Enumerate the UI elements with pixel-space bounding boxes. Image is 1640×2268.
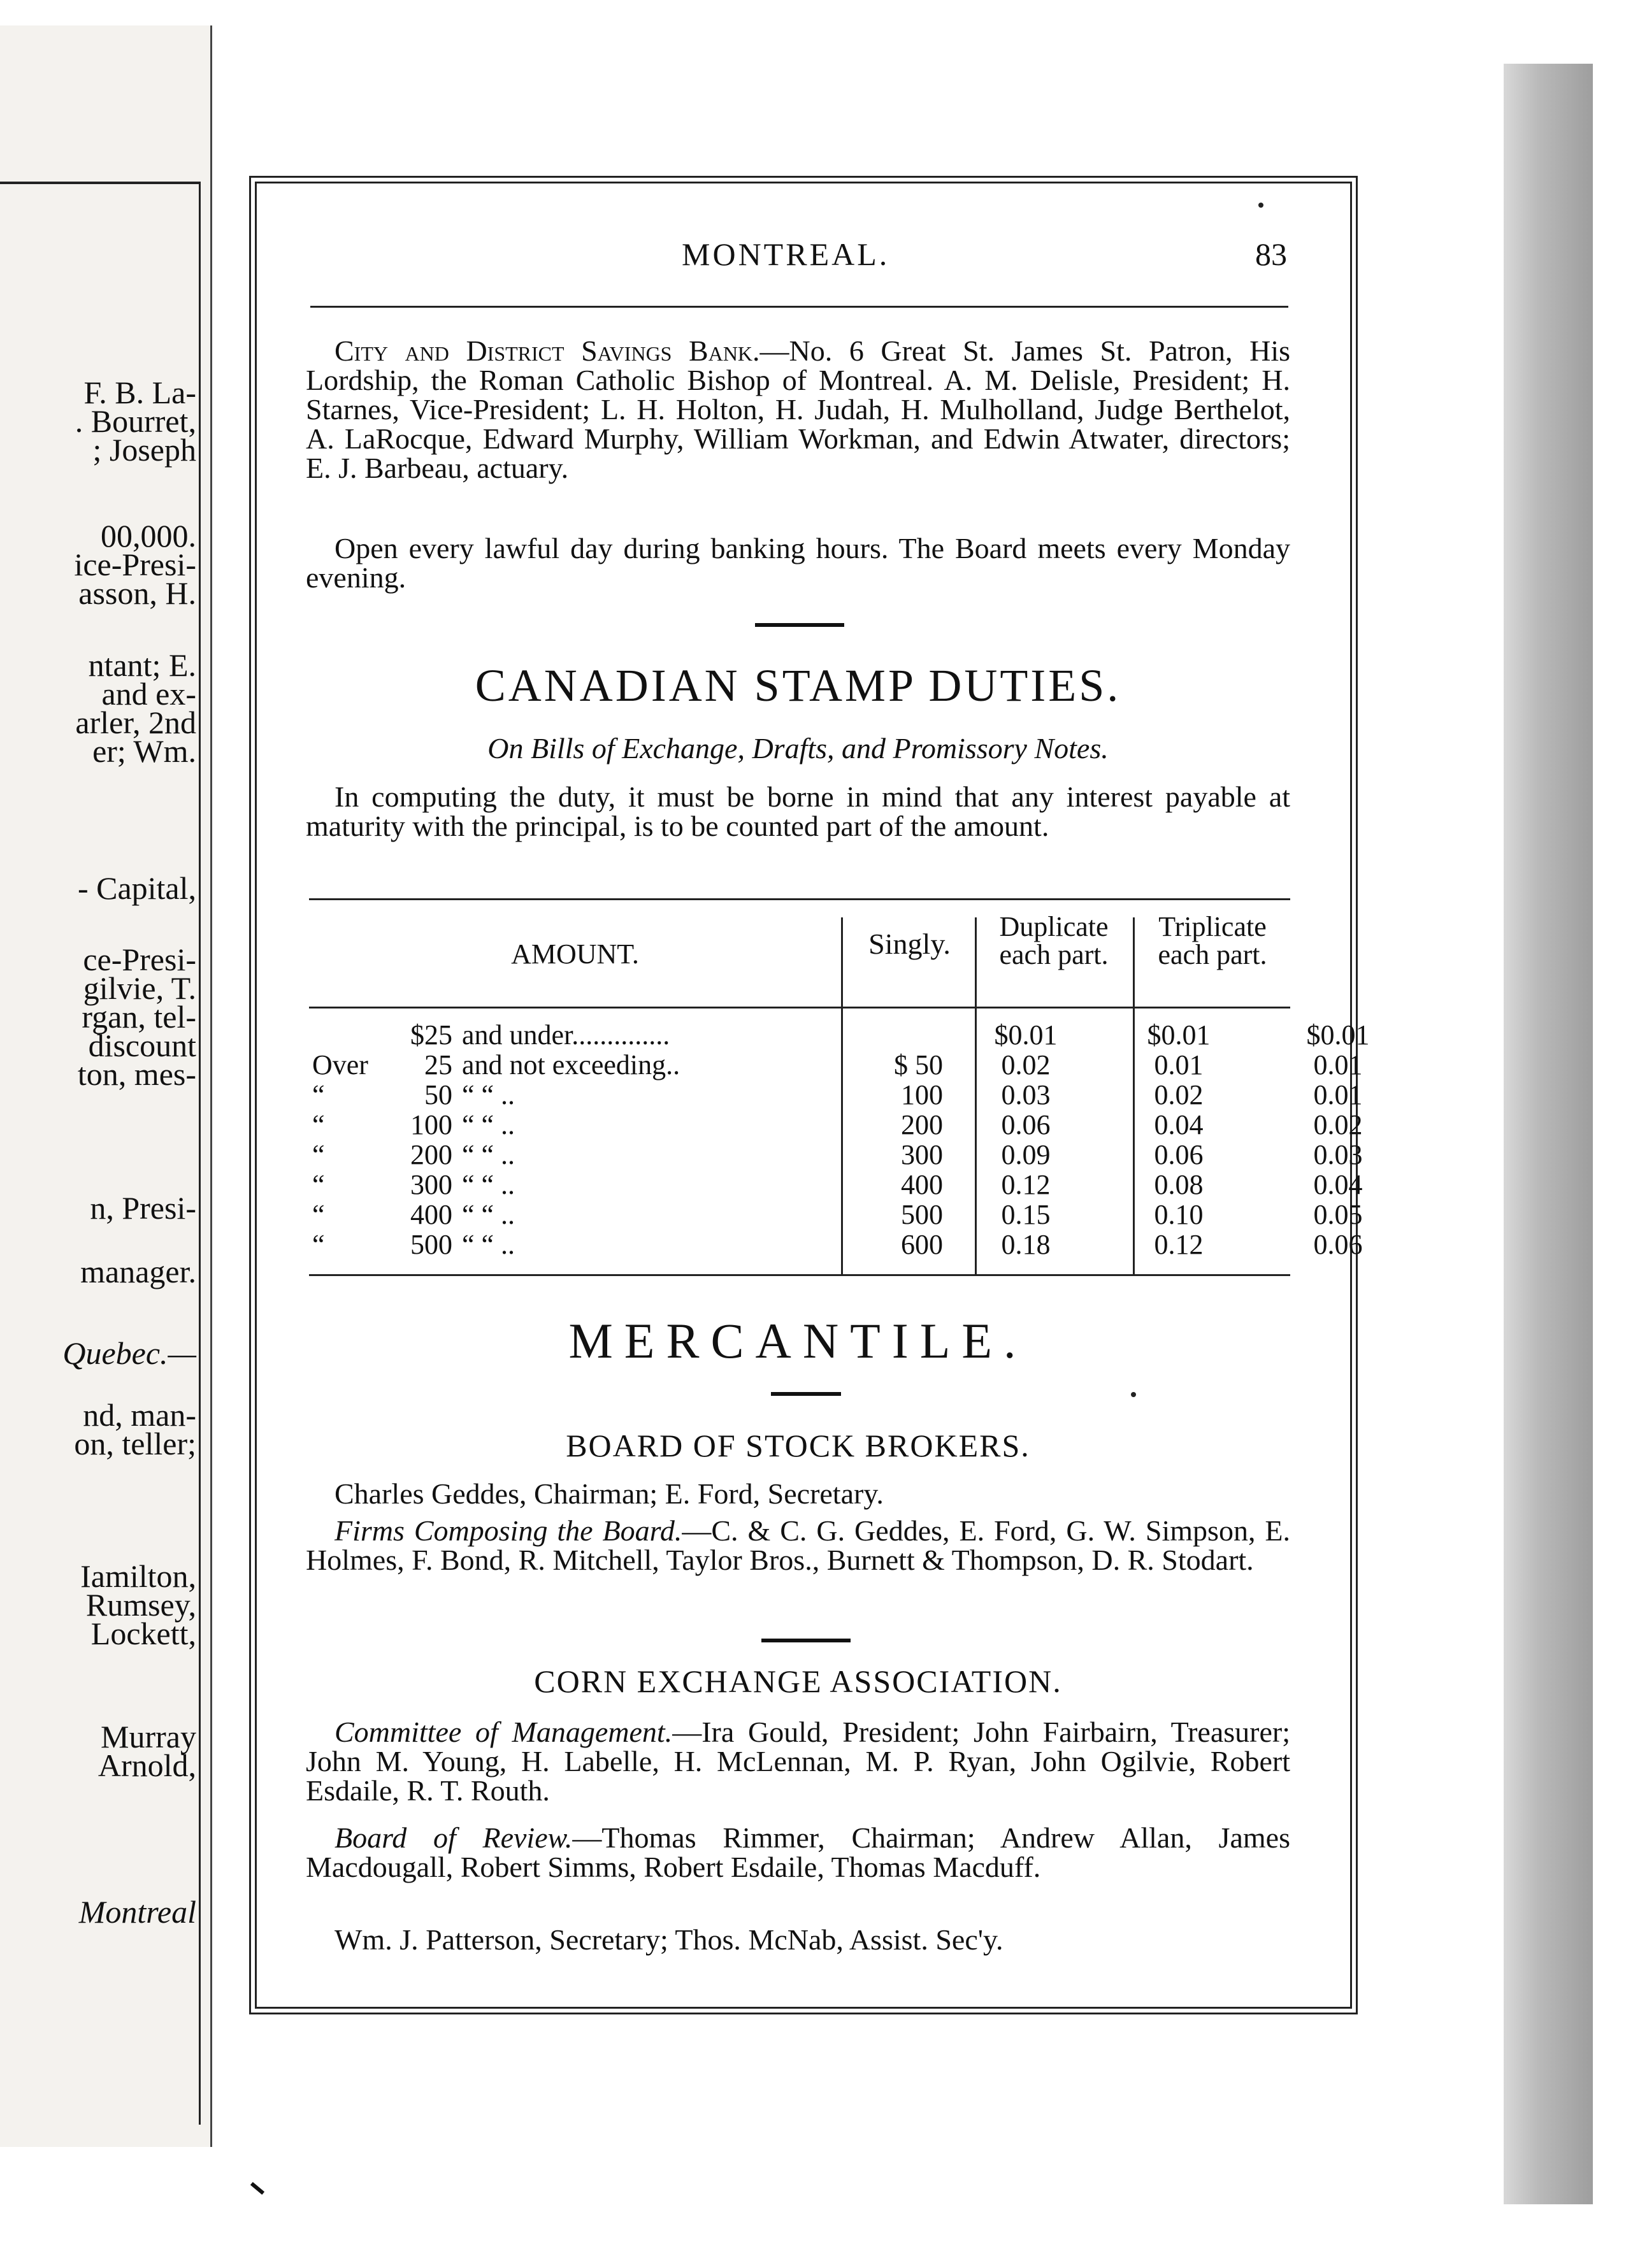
row-prefix: “ <box>312 1139 325 1170</box>
row-prefix: “ <box>312 1199 325 1230</box>
row-amount-from: 200 <box>410 1139 452 1170</box>
row-range-text: and not exceeding.. <box>462 1049 680 1080</box>
row-duty-singly: 0.03 <box>1001 1079 1051 1110</box>
row-amount-from: 400 <box>410 1199 452 1230</box>
savings-bank-hours: Open every lawful day during banking hours. The Board meets every Monday evening. <box>306 532 1290 594</box>
left-page-frame-border <box>199 182 201 2125</box>
row-duty-duplicate: 0.10 <box>1154 1199 1204 1230</box>
savings-bank-entry <box>306 336 1290 483</box>
row-prefix: “ <box>312 1229 325 1260</box>
corn-exchange-secretary: Wm. J. Patterson, Secretary; Thos. McNab, Assist. Sec'y. <box>334 1923 1003 1956</box>
left-page-line: Murray <box>101 1719 196 1755</box>
review-list: —Thomas Rimmer, Chairman; Andrew Allan, James Macdougall, Robert Simms, Robert Esdaile, Thomas Macduff. <box>306 1821 1290 1883</box>
row-prefix: “ <box>312 1109 325 1140</box>
stamp-duties-subtitle: On Bills of Exchange, Drafts, and Promissory Notes. <box>487 732 1109 764</box>
left-page-line: ice-Presi- <box>74 547 196 582</box>
column-header-duplicate-line2: each part. <box>999 939 1109 970</box>
row-duty-duplicate: $0.01 <box>1147 1019 1211 1051</box>
row-duty-triplicate: 0.02 <box>1313 1109 1363 1140</box>
left-page-header-rule <box>0 182 199 184</box>
left-page-line: Lockett, <box>90 1616 196 1651</box>
row-prefix: “ <box>312 1079 325 1110</box>
row-amount-to: 400 <box>901 1169 943 1200</box>
table-row <box>306 1049 1363 1080</box>
row-duty-triplicate: 0.01 <box>1313 1079 1363 1110</box>
row-duty-triplicate: 0.06 <box>1313 1229 1363 1260</box>
column-header-singly: Singly. <box>868 928 951 960</box>
review-label: Board of Review. <box>334 1821 573 1854</box>
row-amount-from: 100 <box>410 1109 452 1140</box>
savings-bank-body: —No. 6 Great St. James St. Patron, His Lordship, the Roman Catholic Bishop of Montreal. A. M. Delisle, President; H. Starnes, Vice-President; L. H. Holton, H. Judah, H. Mulholland, Judge Berthelot, A. LaRocque, Edward Murphy, William Workman, and Edwin Atwater, directors; E. J. Barbeau, actuary. <box>306 334 1290 484</box>
row-range-text: “ “ .. <box>462 1169 515 1200</box>
left-page-line: arler, 2nd <box>75 705 196 740</box>
row-amount-to: 300 <box>901 1139 943 1170</box>
left-page-line: manager. <box>80 1254 196 1289</box>
row-duty-duplicate: 0.06 <box>1154 1139 1204 1170</box>
table-row <box>306 1229 1363 1260</box>
left-page-line: Rumsey, <box>85 1587 196 1623</box>
firms-label: Firms Composing the Board. <box>334 1514 682 1547</box>
corn-exchange-committee <box>306 1718 1290 1805</box>
row-duty-duplicate: 0.12 <box>1154 1229 1204 1260</box>
left-page-line: Montreal <box>78 1894 196 1930</box>
row-range-text: “ “ .. <box>462 1139 515 1170</box>
left-page-fragment <box>0 25 212 2147</box>
header-rule <box>310 306 1288 308</box>
table-row <box>306 1139 1363 1170</box>
row-amount-from: 25 <box>424 1049 452 1080</box>
table-row <box>306 1079 1363 1110</box>
left-page-line: Quebec.— <box>62 1335 196 1371</box>
row-duty-singly: $0.01 <box>994 1019 1058 1051</box>
table-row <box>306 1109 1363 1140</box>
left-page-line: - Capital, <box>77 870 196 906</box>
row-amount-from: $25 <box>410 1019 452 1051</box>
row-duty-triplicate: 0.05 <box>1313 1199 1363 1230</box>
column-header-triplicate-line2: each part. <box>1158 939 1267 970</box>
row-amount-to: $ 50 <box>894 1049 943 1080</box>
table-row <box>306 1019 1370 1051</box>
row-amount-from: 300 <box>410 1169 452 1200</box>
left-page-line: and ex- <box>101 676 196 712</box>
corn-exchange-title: CORN EXCHANGE ASSOCIATION. <box>534 1663 1062 1699</box>
row-duty-singly: 0.18 <box>1001 1229 1051 1260</box>
row-prefix: Over <box>312 1049 368 1080</box>
row-amount-to: 600 <box>901 1229 943 1260</box>
print-speck <box>1258 203 1263 208</box>
row-prefix: “ <box>312 1169 325 1200</box>
column-header-amount: AMOUNT. <box>511 938 639 970</box>
section-rule <box>771 1392 841 1396</box>
section-rule <box>755 623 844 627</box>
table-row <box>306 1199 1363 1230</box>
committee-list: —Ira Gould, President; John Fairbairn, Treasurer; John M. Young, H. Labelle, H. McLennan, M. P. Ryan, John Ogilvie, Robert Esdaile, R. T. Routh. <box>306 1716 1290 1807</box>
running-head: MONTREAL. <box>682 236 890 272</box>
row-range-text: “ “ .. <box>462 1079 515 1110</box>
row-amount-to: 200 <box>901 1109 943 1140</box>
table-top-rule <box>309 898 1290 900</box>
stamp-duties-title: CANADIAN STAMP DUTIES. <box>475 660 1121 711</box>
column-header-duplicate <box>975 913 1133 969</box>
row-amount-from: 500 <box>410 1229 452 1260</box>
column-header-triplicate <box>1133 913 1292 969</box>
table-row <box>306 1169 1363 1200</box>
firms-list: —C. & C. G. Geddes, E. Ford, G. W. Simpson, E. Holmes, F. Bond, R. Mitchell, Taylor Bros., Burnett & Thompson, D. R. Stodart. <box>306 1514 1290 1576</box>
page-edge-shadow <box>1504 64 1593 2204</box>
left-page-line: ce-Presi- <box>83 942 196 977</box>
left-page-line: F. B. La- <box>83 375 196 410</box>
left-page-line: ton, mes- <box>77 1056 196 1092</box>
column-header-duplicate-line1: Duplicate <box>999 911 1109 942</box>
stock-brokers-firms <box>306 1516 1290 1575</box>
row-duty-duplicate: 0.02 <box>1154 1079 1204 1110</box>
left-page-line: ; Joseph <box>92 432 196 468</box>
left-page-line: rgan, tel- <box>82 999 196 1035</box>
row-duty-singly: 0.06 <box>1001 1109 1051 1140</box>
row-duty-singly: 0.12 <box>1001 1169 1051 1200</box>
stock-brokers-title: BOARD OF STOCK BROKERS. <box>566 1428 1030 1463</box>
left-page-line: Iamilton, <box>80 1558 196 1594</box>
mercantile-title: MERCANTILE. <box>568 1313 1028 1368</box>
column-header-triplicate-line1: Triplicate <box>1158 911 1267 942</box>
row-duty-triplicate: 0.01 <box>1313 1049 1363 1080</box>
committee-label: Committee of Management. <box>334 1716 673 1748</box>
left-page-line: gilvie, T. <box>83 970 196 1006</box>
stamp-duties-note: In computing the duty, it must be borne in mind that any interest payable at maturity with the principal, is to be counted part of the amount. <box>306 780 1290 842</box>
row-duty-triplicate: 0.04 <box>1313 1169 1363 1200</box>
left-page-line: Arnold, <box>97 1748 196 1783</box>
row-range-text: “ “ .. <box>462 1109 515 1140</box>
row-amount-to: 500 <box>901 1199 943 1230</box>
row-range-text: “ “ .. <box>462 1199 515 1230</box>
table-header-rule <box>309 1007 1290 1008</box>
row-duty-duplicate: 0.08 <box>1154 1169 1204 1200</box>
section-rule <box>761 1639 851 1642</box>
left-page-line: nd, man- <box>83 1397 196 1433</box>
left-page-line: . Bourret, <box>75 403 196 439</box>
row-duty-singly: 0.15 <box>1001 1199 1051 1230</box>
page-number: 83 <box>1255 236 1287 272</box>
left-page-line: ntant; E. <box>88 647 196 683</box>
row-duty-duplicate: 0.01 <box>1154 1049 1204 1080</box>
corn-exchange-review <box>306 1823 1290 1882</box>
row-range-text: and under.............. <box>462 1019 670 1051</box>
row-amount-from: 50 <box>424 1079 452 1110</box>
stock-brokers-officers: Charles Geddes, Chairman; E. Ford, Secretary. <box>334 1477 884 1510</box>
savings-bank-title: City and District Savings Bank. <box>334 334 760 367</box>
left-page-line: er; Wm. <box>92 733 196 769</box>
row-duty-duplicate: 0.04 <box>1154 1109 1204 1140</box>
left-page-line: 00,000. <box>101 518 196 554</box>
row-duty-triplicate: 0.03 <box>1313 1139 1363 1170</box>
table-bottom-rule <box>309 1274 1290 1276</box>
left-page-line: discount <box>88 1028 196 1063</box>
left-page-line: on, teller; <box>74 1426 196 1461</box>
left-page-line: asson, H. <box>78 575 196 611</box>
row-duty-singly: 0.09 <box>1001 1139 1051 1170</box>
row-amount-to: 100 <box>901 1079 943 1110</box>
left-page-line: n, Presi- <box>90 1190 196 1226</box>
print-speck <box>1131 1392 1136 1397</box>
row-duty-triplicate: $0.01 <box>1306 1019 1370 1051</box>
row-duty-singly: 0.02 <box>1001 1049 1051 1080</box>
row-range-text: “ “ .. <box>462 1229 515 1260</box>
